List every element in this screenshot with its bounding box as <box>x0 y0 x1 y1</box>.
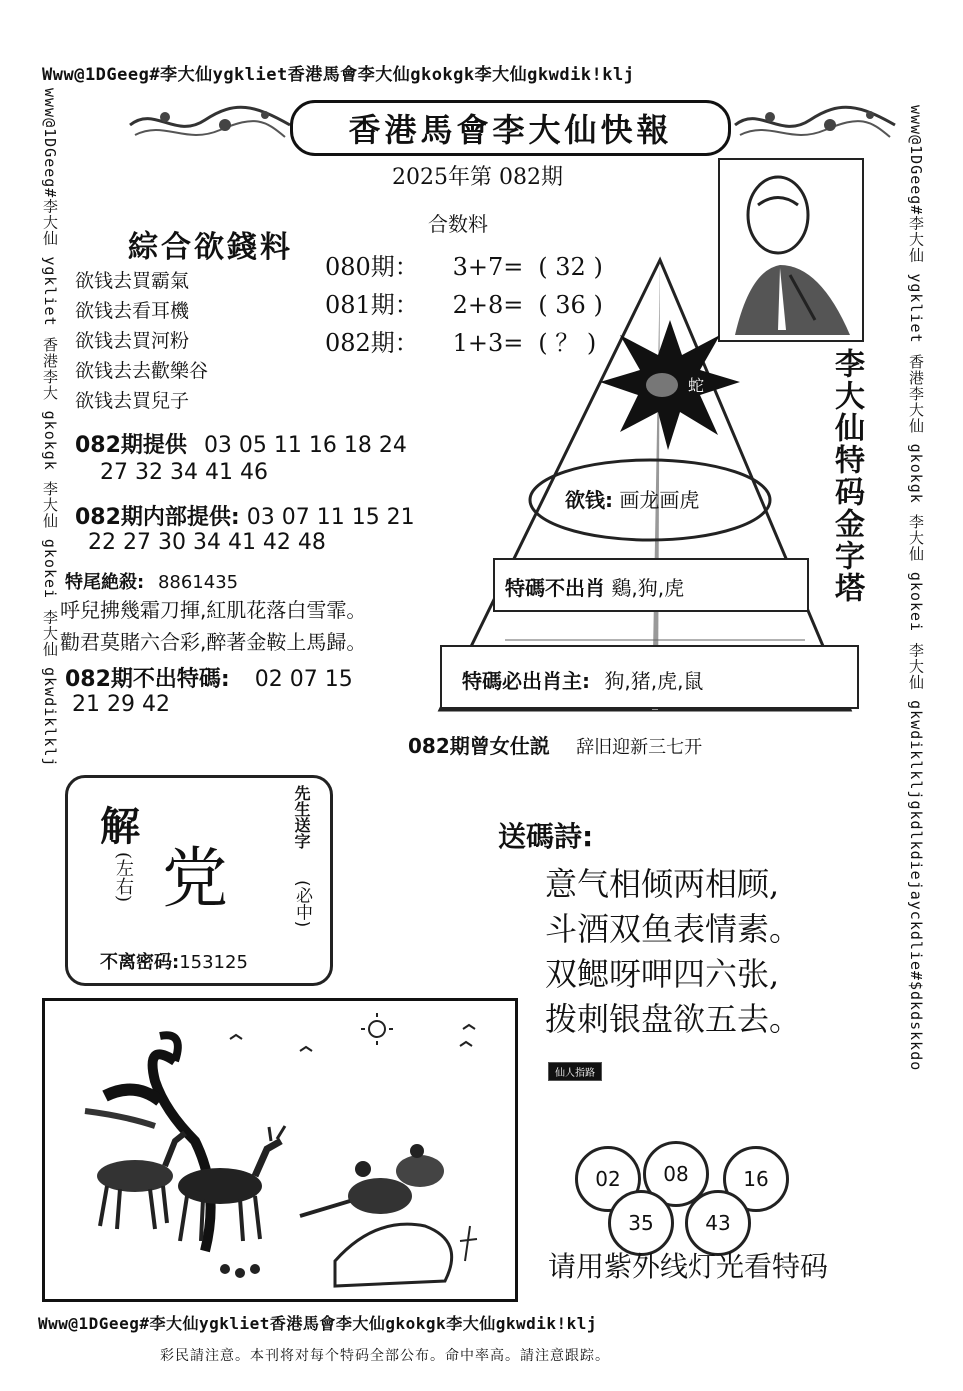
no-special-line2: 21 29 42 <box>72 692 170 717</box>
hershu-period: 081期： <box>325 291 419 319</box>
provide-line1 <box>75 428 407 459</box>
zonghe-list <box>75 266 208 416</box>
poem-block <box>60 594 366 658</box>
must-out-value: 狗,猪,虎,鼠 <box>604 669 704 693</box>
list-item: 欲钱去去歡樂谷 <box>75 360 209 382</box>
illustration-deer-pheasant <box>45 1001 515 1299</box>
pyramid-vertical-title: 李大仙特码金字塔 <box>829 348 864 604</box>
burst-text: 蛇 <box>688 376 705 395</box>
zeng-label: 082期曾女仕説 <box>408 734 550 758</box>
ball-number: 35 <box>608 1190 674 1256</box>
internal-line2: 22 27 30 34 41 42 48 <box>88 530 326 555</box>
no-special-line1 <box>65 662 353 693</box>
list-item: 欲钱去買霸氣 <box>75 270 190 292</box>
not-out-value: 鷄,狗,虎 <box>611 576 685 600</box>
hershu-label: 合数料 <box>428 212 488 236</box>
hershu-result: ( ？ ) <box>538 329 597 357</box>
poem-line: 呼兒拂幾霜刀揮,紅肌花落白雪霏。 <box>60 598 367 622</box>
riddle-side: 先生送字 <box>292 785 311 849</box>
border-top-text: Www@1DGeeg#李大仙ygkliet香港馬會李大仙gkokgk李大仙gkwdik!klj <box>42 65 635 85</box>
not-out-row <box>505 572 684 601</box>
zonghe-title: 綜合欲錢料 <box>128 230 293 265</box>
send-poem-title: 送碼詩: <box>498 820 594 853</box>
border-bottom-text: Www@1DGeeg#李大仙ygkliet香港馬會李大仙gkokgk李大仙gkwdik!klj <box>38 1314 598 1333</box>
list-item: 欲钱去看耳機 <box>75 300 190 322</box>
want-money-row <box>565 484 699 513</box>
internal-line1 <box>75 500 415 531</box>
hershu-period: 082期： <box>325 329 419 357</box>
list-item: 欲钱去買河粉 <box>75 330 190 352</box>
ball-number: 08 <box>643 1141 709 1207</box>
issue-number: 2025年第 082期 <box>392 165 563 190</box>
border-left-text: www@1DGeeg#李大仙 ygkliet 香港李大 gkokgk 李大仙 gkokei 李大仙 gkwdiklklj <box>41 88 59 768</box>
must-out-label: 特碼必出肖主: <box>462 669 590 693</box>
riddle-main-char: 党 <box>162 840 228 917</box>
hershu-result: ( 36 ) <box>538 291 603 319</box>
hershu-formula: 1+3= <box>452 329 524 357</box>
ball-number: 16 <box>723 1146 789 1212</box>
send-poem-line: 双鳃呀呷四六张, <box>545 955 780 993</box>
riddle-jie: 解 <box>100 803 140 850</box>
riddle-side-sub: (必中) <box>292 880 312 928</box>
not-out-label: 特碼不出肖 <box>505 576 605 600</box>
send-poem-line: 意气相倾两相顾, <box>545 865 780 903</box>
provide-numbers: 03 05 11 16 18 24 <box>203 433 407 458</box>
must-out-row <box>462 665 703 694</box>
provide-label: 082期提供 <box>75 433 187 458</box>
border-right-text: www@1DGeeg#李大仙 ygkliet 香港李大仙 gkokgk 李大仙 gkokei 李大仙 gkwdiklkljgkdlkdiejayckdlie#$dkdskkdo <box>907 105 925 1072</box>
hershu-formula: 2+8= <box>452 291 524 319</box>
burst-icon <box>600 320 740 450</box>
hershu-result: ( 32 ) <box>538 253 603 281</box>
ball-number: 02 <box>575 1146 641 1212</box>
tail-kill-label: 特尾絶殺: <box>65 572 145 593</box>
want-money-value: 画龙画虎 <box>619 488 700 512</box>
no-special-numbers: 02 07 15 <box>254 667 353 692</box>
no-special-label: 082期不出特碼: <box>65 667 230 692</box>
tail-kill <box>65 568 238 594</box>
uv-instruction: 请用紫外线灯光看特码 <box>548 1250 829 1283</box>
riddle-code-label: 不离密码: <box>100 952 180 973</box>
ball-number: 43 <box>685 1190 751 1256</box>
internal-numbers: 03 07 11 15 21 <box>246 505 415 530</box>
hershu-period: 080期： <box>325 253 419 281</box>
send-poem-lines <box>545 862 801 1042</box>
want-money-label: 欲钱: <box>565 488 613 512</box>
riddle-sub: (左右) <box>113 852 134 903</box>
list-item: 欲钱去買兒子 <box>75 390 190 412</box>
internal-label: 082期内部提供: <box>75 505 240 530</box>
provide-line2: 27 32 34 41 46 <box>100 460 268 485</box>
decor-vine-right <box>730 95 900 150</box>
footer-note: 彩民請注意。本刊将对每个特码全部公布。命中率高。請注意跟踪。 <box>160 1348 610 1364</box>
send-poem-tag: 仙人指路 <box>548 1062 602 1081</box>
tail-kill-value: 8861435 <box>157 572 239 593</box>
send-poem-line: 斗酒双鱼表情素。 <box>545 910 802 948</box>
zeng-row <box>408 730 702 759</box>
header-title: 香港馬會李大仙快報 <box>290 100 731 156</box>
zeng-value: 辞旧迎新三七开 <box>576 737 703 758</box>
decor-vine-left <box>125 95 295 150</box>
riddle-code-row <box>100 948 248 974</box>
poem-line: 勸君莫賭六合彩,醉著金鞍上馬歸。 <box>60 630 367 654</box>
illustration-frame <box>42 998 518 1302</box>
send-poem-line: 拨刺银盘欲五去。 <box>545 1000 802 1038</box>
hershu-formula: 3+7= <box>452 253 524 281</box>
riddle-code-value: 153125 <box>179 952 248 973</box>
